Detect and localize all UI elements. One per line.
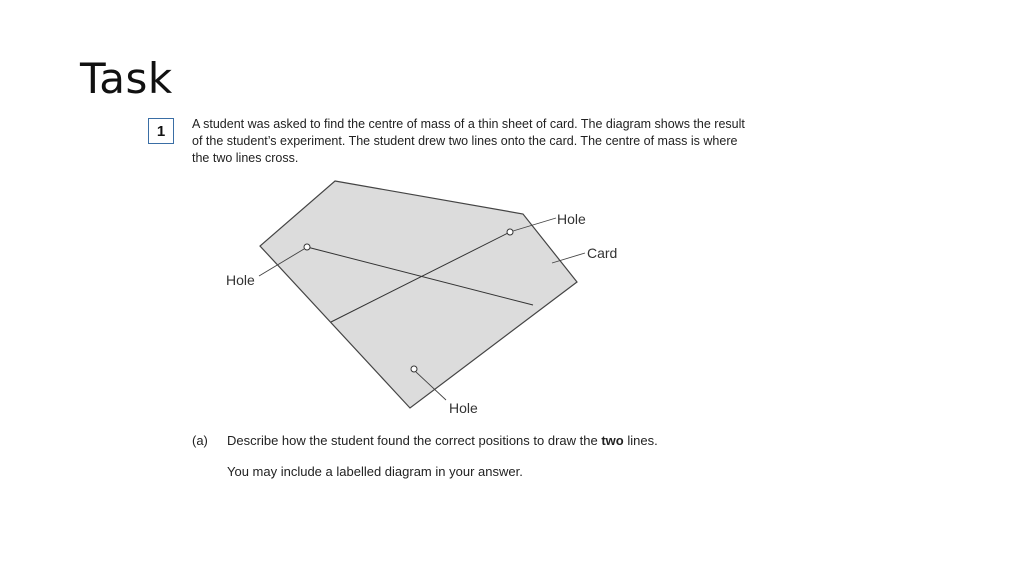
part-a-label: (a) <box>192 433 208 448</box>
centre-of-mass-diagram <box>200 170 640 420</box>
slide-title: Task <box>80 54 173 103</box>
part-a-text-before: Describe how the student found the correct positions to draw the <box>227 433 602 448</box>
label-card: Card <box>587 245 618 261</box>
label-hole-top-right: Hole <box>557 211 586 227</box>
question-number-box: 1 <box>148 118 174 144</box>
hole-top-right <box>507 229 513 235</box>
part-a-text-after: lines. <box>623 433 658 448</box>
hole-left <box>304 244 310 250</box>
part-a-hint: You may include a labelled diagram in your answer. <box>227 464 523 479</box>
part-a-question <box>227 433 658 448</box>
hole-bottom <box>411 366 417 372</box>
question-intro-text: A student was asked to find the centre of mass of a thin sheet of card. The diagram shows the result of the student’s experiment. The student drew two lines onto the card. The centre of mass is where the two lines cross. <box>192 117 745 165</box>
label-hole-left: Hole <box>226 272 255 288</box>
part-a-text-bold: two <box>601 433 624 448</box>
label-hole-bottom: Hole <box>449 400 478 416</box>
